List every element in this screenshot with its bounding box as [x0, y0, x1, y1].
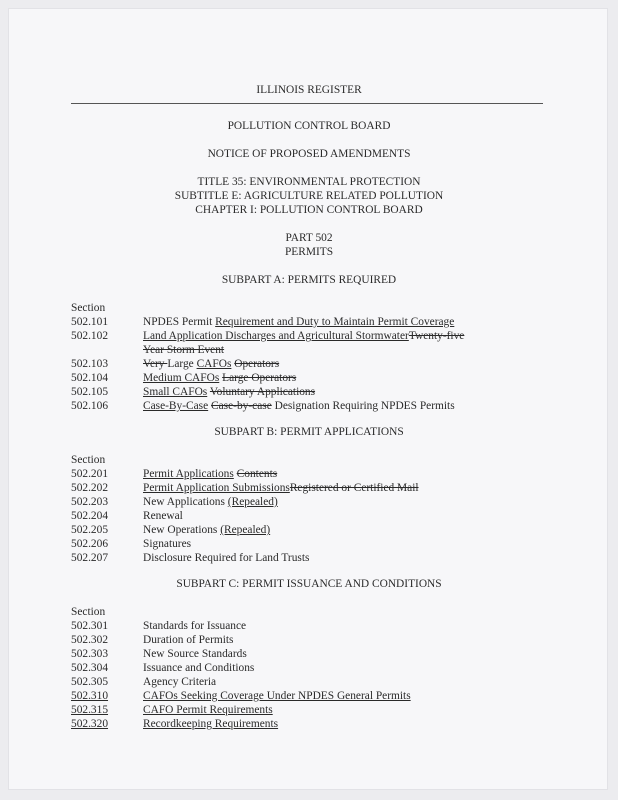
inserted-text: Land Application Discharges and Agricultural Stormwater	[143, 330, 409, 342]
notice-title: NOTICE OF PROPOSED AMENDMENTS	[207, 148, 411, 160]
section-title	[143, 385, 315, 399]
title-line: TITLE 35: ENVIRONMENTAL PROTECTION	[197, 176, 421, 188]
section-number: 502.301	[71, 620, 109, 632]
section-title: Renewal	[143, 510, 183, 522]
section-title	[143, 371, 296, 385]
section-title	[143, 717, 278, 731]
register-page	[8, 8, 608, 790]
register-heading: ILLINOIS REGISTER	[256, 84, 362, 96]
section-number: 502.102	[71, 330, 109, 342]
section-number: 502.305	[71, 676, 109, 688]
inserted-text: Case-By-Case	[143, 400, 209, 412]
section-title-continued	[143, 343, 224, 357]
section-title	[143, 481, 419, 495]
inserted-text: Requirement and Duty to Maintain Permit Coverage	[215, 316, 455, 328]
section-title: New Applications (Repealed)	[143, 496, 278, 508]
section-number: 502.103	[71, 358, 109, 370]
section-title	[143, 329, 464, 343]
inserted-text: CAFOs	[196, 358, 232, 370]
section-number: 502.302	[71, 634, 109, 646]
section-number: 502.303	[71, 648, 109, 660]
section-number: 502.206	[71, 538, 109, 550]
deleted-text: Year Storm Event	[143, 344, 225, 356]
inserted-text: Small CAFOs	[143, 386, 208, 398]
deleted-text: Voluntary Applications	[209, 386, 316, 398]
section-title: New Source Standards	[143, 648, 247, 660]
part-line: PART 502	[285, 232, 333, 244]
deleted-text: Registered or Certified Mail	[289, 482, 419, 494]
inserted-text: Permit Applications	[143, 468, 234, 480]
section-number: 502.207	[71, 552, 109, 564]
inserted-text: Medium CAFOs	[143, 372, 220, 384]
section-title: Very Large CAFOs Operators	[143, 358, 280, 370]
inserted-text: (Repealed)	[227, 496, 278, 508]
section-number: 502.201	[71, 468, 109, 480]
inserted-text: Recordkeeping Requirements	[143, 718, 279, 730]
section-number: 502.204	[71, 510, 109, 522]
section-number: 502.315	[71, 704, 109, 716]
section-title: Case-By-Case Case-by-case Designation Requiring NPDES Permits	[143, 400, 455, 412]
deleted-text: Case-by-case	[211, 400, 272, 412]
subtitle-line: SUBTITLE E: AGRICULTURE RELATED POLLUTION	[174, 190, 444, 202]
inserted-text: CAFOs Seeking Coverage Under NPDES General Permits	[143, 690, 411, 702]
section-number: 502.304	[71, 662, 109, 674]
section-number: 502.202	[71, 482, 109, 494]
inserted-text: (Repealed)	[220, 524, 271, 536]
section-title: Disclosure Required for Land Trusts	[143, 552, 310, 564]
inserted-text: CAFO Permit Requirements	[143, 704, 273, 716]
header-rule	[71, 103, 543, 104]
chapter-line: CHAPTER I: POLLUTION CONTROL BOARD	[195, 204, 423, 216]
part-name: PERMITS	[284, 246, 334, 258]
section-title	[143, 467, 277, 481]
section-number: 502.105	[71, 386, 109, 398]
section-title	[143, 689, 411, 703]
section-label: Section	[71, 302, 106, 314]
section-number: 502.320	[71, 718, 109, 730]
section-title: Signatures	[143, 538, 192, 550]
section-title: NPDES Permit Requirement and Duty to Maintain Permit Coverage	[143, 316, 455, 328]
section-number: 502.205	[71, 524, 109, 536]
deleted-text: Very	[143, 358, 168, 370]
deleted-text: Large Operators	[222, 372, 297, 384]
inserted-text: Permit Application Submissions	[143, 482, 290, 494]
board-name: POLLUTION CONTROL BOARD	[227, 120, 391, 132]
section-title: New Operations (Repealed)	[143, 524, 271, 536]
section-title: Duration of Permits	[143, 634, 234, 646]
section-number: 502.203	[71, 496, 109, 508]
section-title	[143, 703, 273, 717]
section-label: Section	[71, 606, 106, 618]
deleted-text: Operators	[234, 358, 280, 370]
subpart-c-heading: SUBPART C: PERMIT ISSUANCE AND CONDITIONS	[176, 578, 442, 590]
section-number: 502.106	[71, 400, 109, 412]
section-number: 502.310	[71, 690, 109, 702]
section-title: Issuance and Conditions	[143, 662, 255, 674]
section-number: 502.101	[71, 316, 109, 328]
section-label: Section	[71, 454, 106, 466]
subpart-a-heading: SUBPART A: PERMITS REQUIRED	[221, 274, 397, 286]
section-title: Agency Criteria	[143, 676, 217, 688]
deleted-text: Twenty-five	[408, 330, 465, 342]
subpart-b-heading: SUBPART B: PERMIT APPLICATIONS	[214, 426, 404, 438]
section-number: 502.104	[71, 372, 109, 384]
deleted-text: Contents	[236, 468, 278, 480]
section-title: Standards for Issuance	[143, 620, 247, 632]
